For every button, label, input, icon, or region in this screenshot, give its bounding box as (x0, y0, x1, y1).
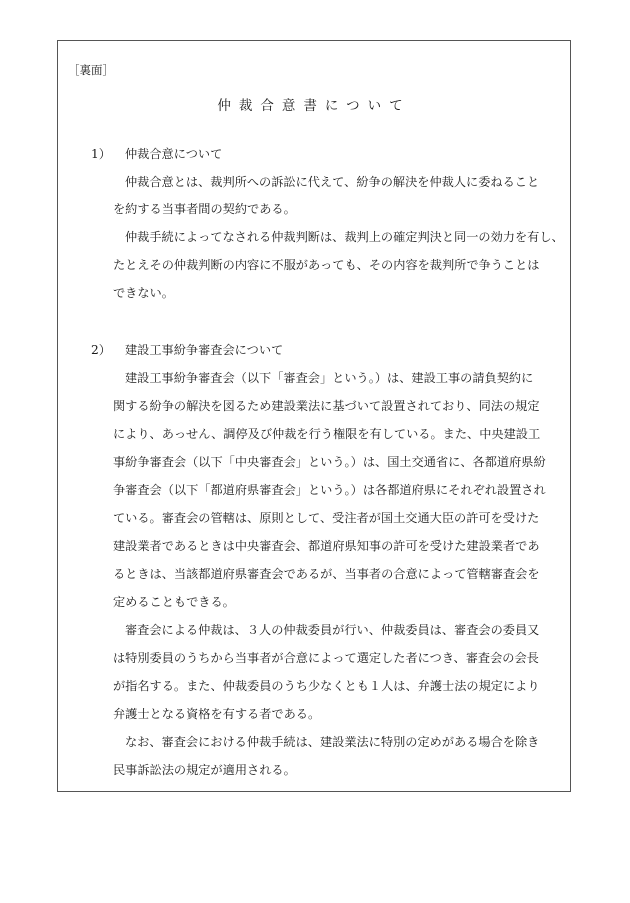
section-2-line: 建設業者であるときは中央審査会、都道府県知事の許可を受けた建設業者であ (113, 539, 540, 553)
section-2-line: 関する紛争の解決を図るため建設業法に基づいて設置されており、同法の規定 (113, 399, 540, 413)
section-2-line: により、あっせん、調停及び仲裁を行う権限を有している。また、中央建設工 (113, 427, 541, 441)
section-2-line: 審査会による仲裁は、３人の仲裁委員が行い、仲裁委員は、審査会の委員又 (125, 623, 540, 637)
document-title: 仲裁合意書について (217, 98, 411, 114)
section-1-line: たとえその仲裁判断の内容に不服があっても、その内容を裁判所で争うことは (113, 258, 540, 272)
section-2-line: 争審査会（以下「都道府県審査会」という。）は各都道府県にそれぞれ設置され (113, 483, 546, 497)
section-1-line: 仲裁手続によってなされる仲裁判断は、裁判上の確定判決と同一の効力を有し、 (125, 230, 564, 244)
section-1-line: 仲裁合意とは、裁判所への訴訟に代えて、紛争の解決を仲裁人に委ねること (125, 175, 540, 189)
section-2-line: ている。審査会の管轄は、原則として、受注者が国土交通大臣の許可を受けた (113, 511, 540, 525)
section-1-line: を約する当事者間の契約である。 (113, 202, 296, 216)
section-2-line: 民事訴訟法の規定が適用される。 (113, 763, 296, 777)
section-2-line: 弁護士となる資格を有する者である。 (113, 707, 321, 721)
back-side-label: ［裏面］ (68, 63, 114, 77)
section-2-heading: 建設工事紛争審査会について (125, 343, 284, 357)
section-2-number: 2） (91, 343, 111, 357)
section-2-line: 事紛争審査会（以下「中央審査会」という。）は、国土交通省に、各都道府県紛 (113, 455, 546, 469)
section-1-number: 1） (91, 147, 111, 161)
section-1-line: できない。 (113, 286, 174, 300)
section-1-heading: 仲裁合意について (125, 147, 223, 161)
section-2-line: が指名する。また、仲裁委員のうち少なくとも１人は、弁護士法の規定により (113, 679, 540, 693)
section-2-line: 建設工事紛争審査会（以下「審査会」という。）は、建設工事の請負契約に (125, 371, 534, 385)
section-2-line: るときは、当該都道府県審査会であるが、当事者の合意によって管轄審査会を (113, 567, 540, 581)
section-2-line: は特別委員のうちから当事者が合意によって選定した者につき、審査会の会長 (113, 651, 539, 665)
section-2-line: 定めることもできる。 (113, 595, 235, 609)
section-2-line: なお、審査会における仲裁手続は、建設業法に特別の定めがある場合を除き (125, 735, 540, 749)
